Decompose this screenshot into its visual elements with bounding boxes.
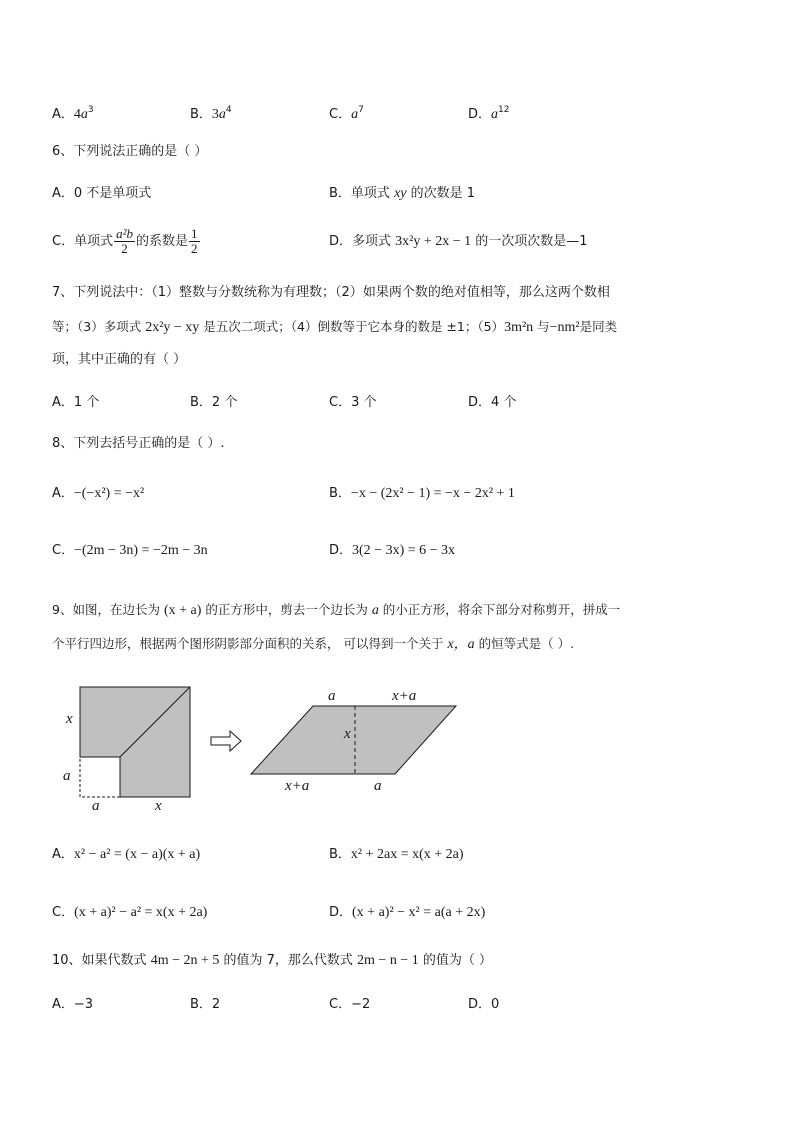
q6-option-c: C．单项式 $\frac{\text{a²b}}{2}$ 的系数是 $\frac{1}{2}$ xyxy=(52,226,198,256)
q7-option-d: D．4 个 xyxy=(468,395,517,410)
q5-option-d: D．$a^{12}$ xyxy=(468,105,510,122)
q10-stem: 10、如果代数式 4m − 2n + 5 的值为 7，那么代数式 2m − n − 1 的值为（ ） xyxy=(52,953,492,968)
label-height-x: x xyxy=(344,726,351,742)
label-a-left: a xyxy=(63,768,71,784)
q6-option-b: B．单项式 xy 的次数是 1 xyxy=(329,186,476,201)
q7-option-c: C．3 个 xyxy=(329,395,377,410)
arrow-icon xyxy=(211,731,241,751)
q8-stem: 8、下列去括号正确的是（ ）. xyxy=(52,436,225,451)
label-top-xa: x+a xyxy=(392,688,417,704)
q10-option-c: C．−2 xyxy=(329,997,371,1012)
q9-option-a: A．x² − a² = (x − a)(x + a) xyxy=(52,847,201,862)
label-bottom-a: a xyxy=(374,778,382,794)
q5-option-a: A．$4a^3$ xyxy=(52,105,94,122)
q10-option-a: A．−3 xyxy=(52,997,94,1012)
q8-option-a: A．−(−x²) = −x² xyxy=(52,486,145,501)
q5-option-c: C．$a^7$ xyxy=(329,105,364,122)
q6-option-d: D．多项式 3x²y + 2x − 1 的一次项次数是—1 xyxy=(329,234,588,249)
q8-option-c: C．−(2m − 3n) = −2m − 3n xyxy=(52,543,208,558)
label-x-left: x xyxy=(66,711,73,727)
q9-line2: 个平行四边形，根据两个图形阴影部分面积的关系， 可以得到一个关于 x，a 的恒等式是（ ）. xyxy=(52,636,575,652)
q9-option-c: C．(x + a)² − a² = x(x + 2a) xyxy=(52,905,208,920)
square-figure xyxy=(63,687,190,814)
q6-stem: 6、下列说法正确的是（ ） xyxy=(52,144,208,159)
q10-option-b: B．2 xyxy=(190,997,221,1012)
label-a-bottom: a xyxy=(92,798,100,814)
label-top-a: a xyxy=(328,688,336,704)
q10-option-d: D．0 xyxy=(468,997,500,1012)
parallelogram-figure xyxy=(251,688,456,794)
q9-option-d: D．(x + a)² − x² = a(a + 2x) xyxy=(329,905,486,920)
label-bottom-xa: x+a xyxy=(285,778,310,794)
q5-option-b: B．$3a^4$ xyxy=(190,105,232,122)
q9-line1: 9、如图，在边长为 (x + a) 的正方形中，剪去一个边长为 a 的小正方形，将余下部分对称剪开，拼成一 xyxy=(52,602,621,618)
q7-line1: 7、下列说法中：（1）整数与分数统称为有理数；（2）如果两个数的绝对值相等，那么这两个数相 xyxy=(52,285,610,300)
q7-option-a: A．1 个 xyxy=(52,395,100,410)
q7-option-b: B．2 个 xyxy=(190,395,238,410)
q9-option-b: B．x² + 2ax = x(x + 2a) xyxy=(329,847,464,862)
q8-option-b: B．−x − (2x² − 1) = −x − 2x² + 1 xyxy=(329,486,515,501)
q6-option-a: A．0 不是单项式 xyxy=(52,186,152,201)
q7-line2: 等；（3）多项式 2x²y − xy 是五次二项式；（4）倒数等于它本身的数是 ±1；（5）3m²n 与−nm²是同类 xyxy=(52,319,618,335)
q8-option-d: D．3(2 − 3x) = 6 − 3x xyxy=(329,543,456,558)
q7-line3: 项，其中正确的有（ ） xyxy=(52,352,187,367)
fraction: $\frac{1}{2}$ xyxy=(191,226,198,256)
fraction: $\frac{\text{a²b}}{2}$ xyxy=(116,226,133,256)
label-x-bottom: x xyxy=(155,798,162,814)
